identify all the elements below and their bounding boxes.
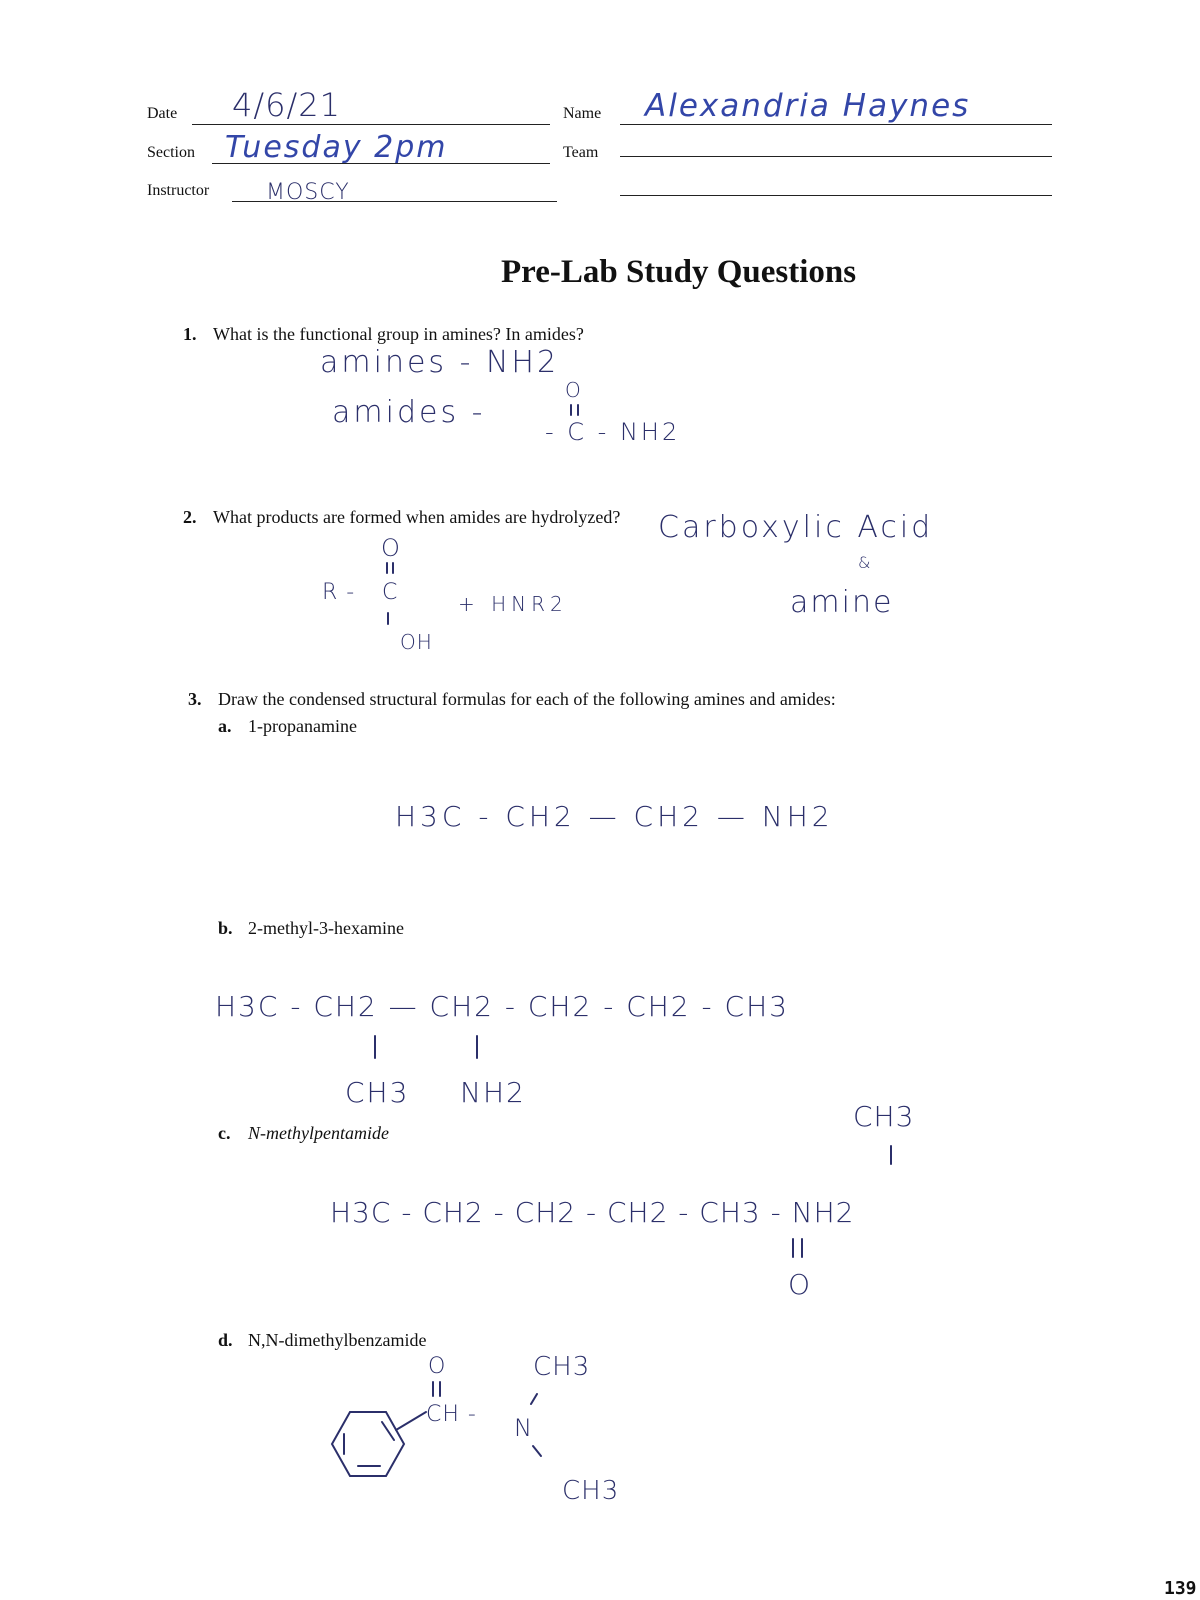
q1-answer-amides-prefix: amides - — [332, 395, 486, 430]
q2-answer-amine: amine — [790, 585, 894, 620]
question-3 — [188, 689, 836, 710]
q3b-answer: H3C - CH2 — CH2 - CH2 - CH2 - CH3 — [215, 990, 789, 1023]
q3c-prompt — [218, 1123, 389, 1144]
q2-single-bond — [384, 612, 394, 628]
page-number: 139 — [1164, 1578, 1197, 1599]
question-3-number: 3. — [188, 689, 202, 709]
q1-amides-oxygen: O — [565, 378, 582, 402]
q2-struct-oxygen: O — [381, 534, 401, 562]
q1-double-bond — [566, 403, 586, 419]
extra-line — [620, 195, 1052, 196]
name-label: Name — [563, 105, 602, 122]
q1-answer-amines: amines - NH2 — [320, 345, 560, 380]
instructor-value: MOSCY — [266, 180, 350, 205]
name-line — [620, 124, 1052, 125]
q3d-prompt — [218, 1330, 426, 1351]
section-value: Tuesday 2pm — [225, 130, 448, 165]
name-value: Alexandria Haynes — [645, 88, 971, 124]
q3c-letter: c. — [218, 1123, 231, 1143]
q1-amides-formula: - C - NH2 — [545, 418, 681, 446]
q2-struct-r: R - — [322, 580, 356, 605]
benzene-ring-drawing — [320, 1400, 430, 1510]
q3a-prompt — [218, 716, 357, 737]
q2-double-bond — [381, 561, 401, 577]
q3c-top-bond — [887, 1144, 897, 1168]
q3b-branch-bonds — [365, 1034, 505, 1064]
question-2-number: 2. — [183, 507, 197, 527]
question-1 — [183, 324, 584, 345]
date-label: Date — [147, 105, 178, 122]
instructor-label: Instructor — [147, 182, 210, 199]
q2-struct-c: C — [382, 580, 399, 605]
question-1-number: 1. — [183, 324, 197, 344]
q2-struct-oh: OH — [400, 630, 433, 654]
q3d-letter: d. — [218, 1330, 233, 1350]
q2-answer-acid: Carboxylic Acid — [658, 510, 934, 545]
team-label: Team — [563, 144, 599, 161]
question-3-text: Draw the condensed structural formulas for each of the following amines and amides: — [218, 689, 836, 709]
section-label: Section — [147, 144, 195, 161]
q3a-text: 1-propanamine — [248, 716, 357, 736]
q3b-prompt — [218, 918, 404, 939]
q3b-sub-nh2: NH2 — [460, 1076, 526, 1109]
q3d-oxygen: O — [428, 1354, 447, 1379]
q3d-ch: CH - — [426, 1402, 477, 1427]
date-line — [192, 124, 550, 125]
q3c-double-bond — [788, 1237, 812, 1263]
q3b-sub-ch3: CH3 — [345, 1076, 410, 1109]
q3d-ch3-top: CH3 — [533, 1352, 591, 1382]
question-1-text: What is the functional group in amines? In amides? — [213, 324, 584, 344]
q2-answer-and: & — [858, 553, 872, 572]
q3b-text: 2-methyl-3-hexamine — [248, 918, 404, 938]
q3c-answer: H3C - CH2 - CH2 - CH2 - CH3 - NH2 — [330, 1196, 855, 1229]
date-value: 4/6/21 — [232, 86, 341, 124]
q3b-letter: b. — [218, 918, 233, 938]
q3d-ch3-bottom: CH3 — [562, 1476, 620, 1506]
question-2-text: What products are formed when amides are hydrolyzed? — [213, 507, 621, 527]
question-2 — [183, 507, 620, 528]
page-title: Pre-Lab Study Questions — [501, 254, 857, 290]
q3c-text: N-methylpentamide — [248, 1123, 389, 1143]
q3a-answer: H3C - CH2 — CH2 — NH2 — [395, 800, 834, 833]
q3a-letter: a. — [218, 716, 232, 736]
q3d-double-bond — [428, 1380, 448, 1402]
team-line — [620, 156, 1052, 157]
q3c-oxygen: O — [788, 1268, 812, 1301]
q2-struct-plus-amine: + HNR2 — [458, 592, 568, 616]
q3c-top-ch3: CH3 — [853, 1100, 915, 1133]
q3d-nitrogen: N — [514, 1414, 533, 1442]
q3d-text: N,N-dimethylbenzamide — [248, 1330, 427, 1350]
